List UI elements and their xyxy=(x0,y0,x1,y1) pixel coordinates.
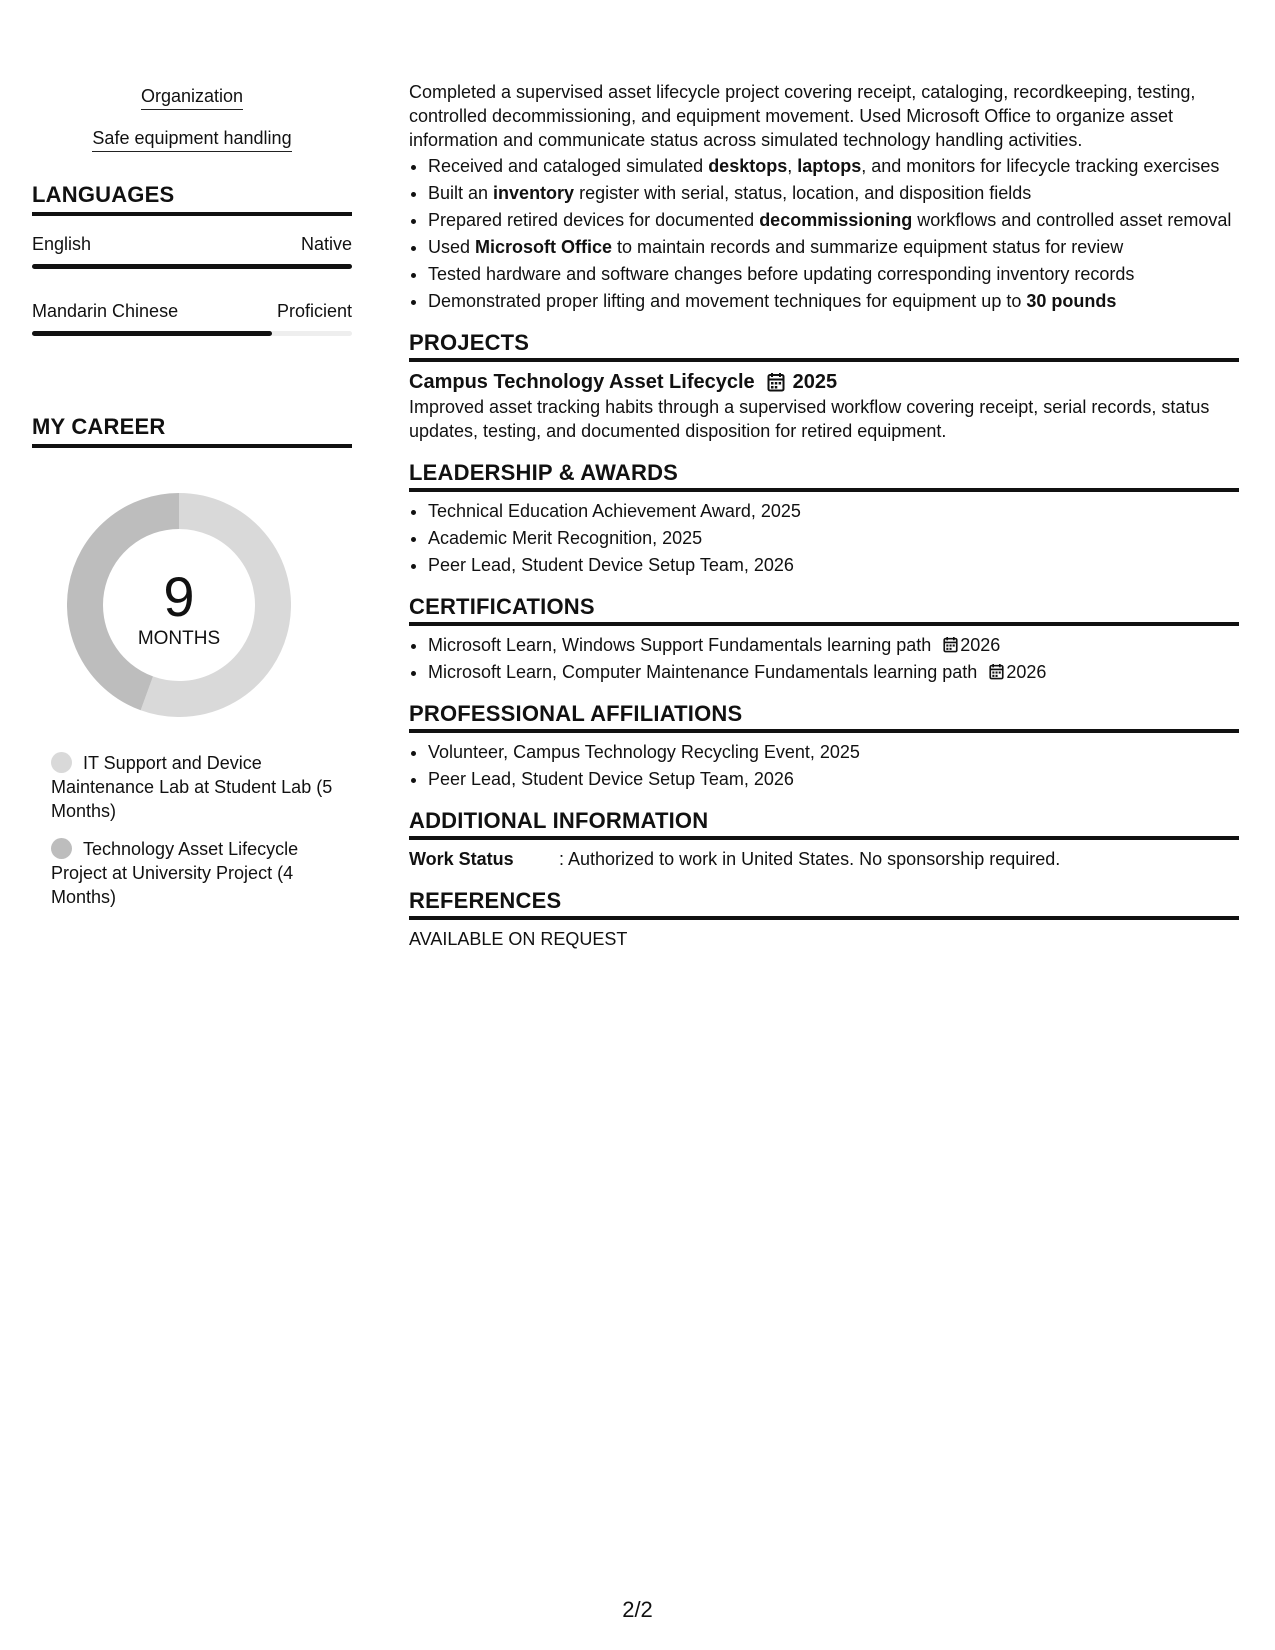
career-legend-label: IT Support and Device Maintenance Lab at Student Lab (5 Months) xyxy=(51,753,333,821)
project-year: 2025 xyxy=(792,371,838,393)
language-item xyxy=(32,299,352,336)
skill-label: Organization xyxy=(141,84,243,110)
page-number: 2/2 xyxy=(622,1597,653,1622)
bullet-text: to maintain records and summarize equipment status for review xyxy=(612,237,1124,257)
language-proficiency-fill xyxy=(32,331,272,336)
legend-dot xyxy=(51,838,72,859)
experience-bullet xyxy=(428,262,1239,286)
language-proficiency-fill xyxy=(32,264,352,269)
right-column xyxy=(409,80,1239,951)
references-text: AVAILABLE ON REQUEST xyxy=(409,929,628,949)
bullet-keyword: desktops xyxy=(708,156,788,176)
career-donut-chart xyxy=(67,493,291,717)
award-item: • Technical Education Achievement Award, 2025 xyxy=(428,499,1239,523)
language-item xyxy=(32,232,352,269)
legend-dot xyxy=(51,752,72,773)
bullet-keyword: Microsoft Office xyxy=(475,237,613,257)
affiliation-item: • Peer Lead, Student Device Setup Team, 2026 xyxy=(428,767,1239,791)
award-item: • Peer Lead, Student Device Setup Team, 2026 xyxy=(428,553,1239,577)
awards-heading: LEADERSHIP & AWARDS xyxy=(409,460,1239,492)
language-level: Native xyxy=(300,234,352,254)
bullet-text: register with serial, status, location, and disposition fields xyxy=(574,183,1032,203)
languages-heading: LANGUAGES xyxy=(32,182,352,216)
career-legend-label: Technology Asset Lifecycle Project at University Project (4 Months) xyxy=(51,839,299,907)
experience-bullet xyxy=(428,235,1239,259)
certifications-list xyxy=(409,633,1239,684)
certification-name: Microsoft Learn, Windows Support Fundamentals learning path xyxy=(428,635,932,655)
bullet-text: workflows and controlled asset removal xyxy=(912,210,1232,230)
bullet-keyword: laptops xyxy=(797,156,862,176)
skill-item xyxy=(32,126,352,152)
references-heading: REFERENCES xyxy=(409,888,1239,920)
experience-bullet xyxy=(428,289,1239,313)
project-description: Improved asset tracking habits through a supervised workflow covering receipt, serial records, status updates, testing, and documented disposition for retired equipment. xyxy=(409,397,1210,441)
experience-summary: Completed a supervised asset lifecycle project covering receipt, cataloging, recordkeeping, testing, controlled decommissioning, and equipment movement. Used Microsoft Office to organize asset information and communicate status across simulated technology handling activities. xyxy=(409,82,1196,150)
language-name: English xyxy=(32,234,92,254)
calendar-icon xyxy=(943,636,958,653)
bullet-keyword: 30 pounds xyxy=(1026,291,1117,311)
certification-name: Microsoft Learn, Computer Maintenance Fundamentals learning path xyxy=(428,662,978,682)
project-title: Campus Technology Asset Lifecycle xyxy=(409,371,755,393)
calendar-icon xyxy=(767,372,785,392)
certifications-heading: CERTIFICATIONS xyxy=(409,594,1239,626)
experience-bullet xyxy=(428,208,1239,232)
bullet-text: , xyxy=(787,156,798,176)
bullet-text: , and monitors for lifecycle tracking exercises xyxy=(861,156,1220,176)
certification-item xyxy=(428,660,1239,684)
experience-bullets xyxy=(409,154,1239,313)
skill-label: Safe equipment handling xyxy=(92,126,291,152)
awards-list xyxy=(409,499,1239,577)
career-legend xyxy=(32,751,341,909)
career-legend-item xyxy=(51,751,341,823)
work-status-value: : Authorized to work in United States. No sponsorship required. xyxy=(559,849,1061,869)
bullet-text: Built an xyxy=(428,183,494,203)
work-status-label: Work Status xyxy=(409,849,514,869)
language-name: Mandarin Chinese xyxy=(32,301,179,321)
bullet-keyword: decommissioning xyxy=(759,210,913,230)
career-total: 9 xyxy=(163,565,195,628)
certification-year: 2026 xyxy=(1006,662,1047,682)
bullet-text: Received and cataloged simulated xyxy=(428,156,709,176)
affiliations-list xyxy=(409,740,1239,791)
project-title-row xyxy=(409,369,1239,395)
career-legend-item xyxy=(51,837,341,909)
language-level: Proficient xyxy=(276,301,352,321)
bullet-text: Prepared retired devices for documented xyxy=(428,210,760,230)
experience-bullet xyxy=(428,154,1239,178)
career-unit: MONTHS xyxy=(137,628,221,649)
certification-year: 2026 xyxy=(960,635,1001,655)
certification-item xyxy=(428,633,1239,657)
bullet-text: Demonstrated proper lifting and movement techniques for equipment up to xyxy=(428,291,1027,311)
skill-item xyxy=(32,84,352,110)
bullet-text: Used xyxy=(428,237,476,257)
language-proficiency-bar xyxy=(32,331,352,336)
additional-info-heading: ADDITIONAL INFORMATION xyxy=(409,808,1239,840)
affiliations-heading: PROFESSIONAL AFFILIATIONS xyxy=(409,701,1239,733)
career-heading: MY CAREER xyxy=(32,414,352,448)
bullet-keyword: inventory xyxy=(493,183,575,203)
projects-heading: PROJECTS xyxy=(409,330,1239,362)
award-item: • Academic Merit Recognition, 2025 xyxy=(428,526,1239,550)
experience-bullet xyxy=(428,181,1239,205)
affiliation-item: • Volunteer, Campus Technology Recycling Event, 2025 xyxy=(428,740,1239,764)
bullet-text: Tested hardware and software changes before updating corresponding inventory records xyxy=(428,264,1135,284)
work-status-row xyxy=(409,847,1239,871)
language-proficiency-bar xyxy=(32,264,352,269)
left-column xyxy=(32,84,352,923)
calendar-icon xyxy=(989,663,1004,680)
